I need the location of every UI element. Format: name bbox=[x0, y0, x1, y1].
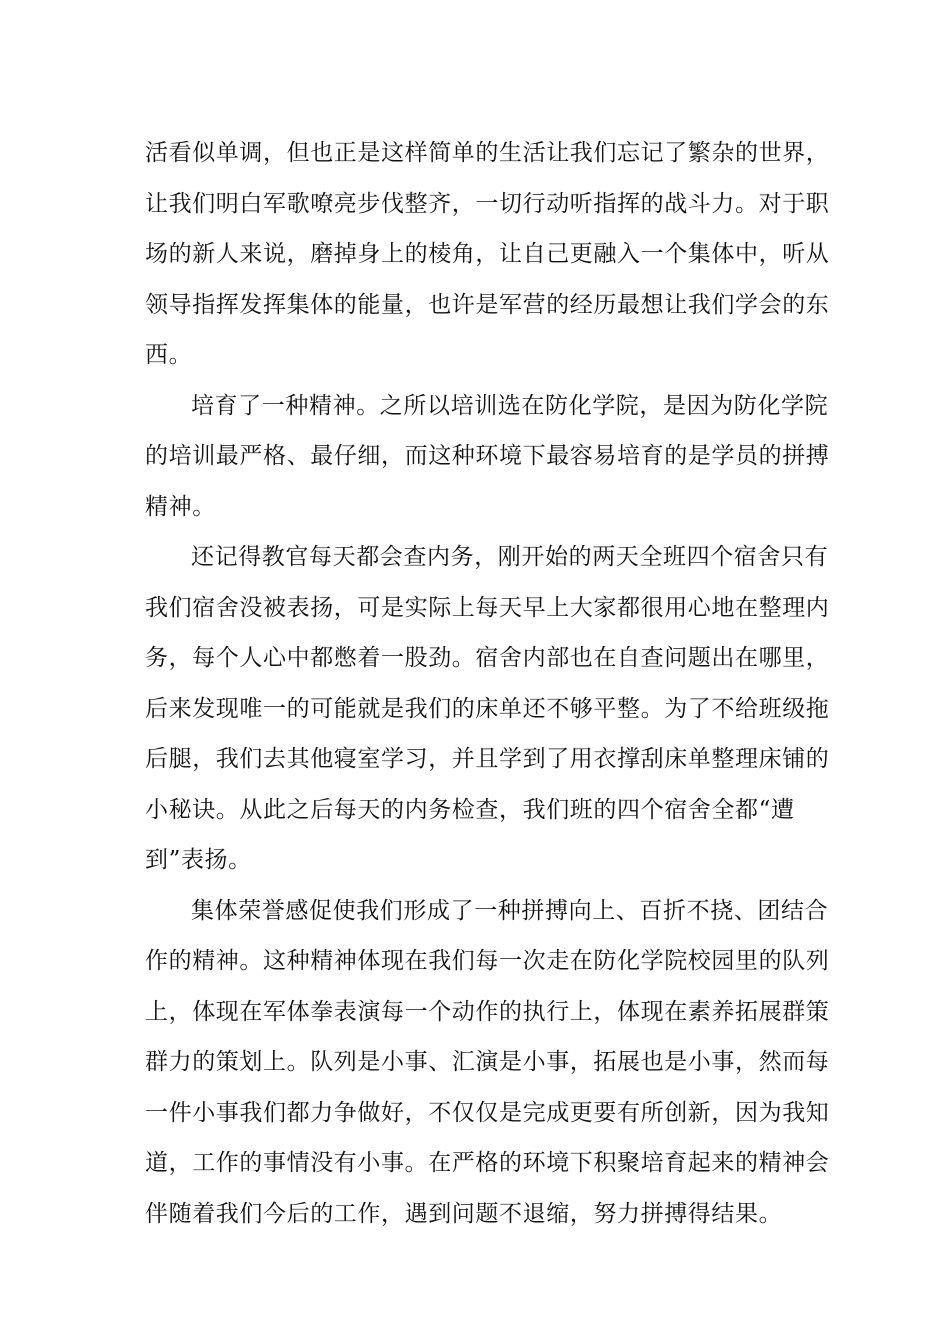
paragraph-first-line: 集体荣誉感促使我们形成了一种拼搏向上、百折不挠、团结合 bbox=[191, 897, 829, 924]
text-line: 作的精神。这种精神体现在我们每一次走在防化学院校园里的队列 bbox=[145, 948, 830, 974]
text-line: 领导指挥发挥集体的能量，也许是军营的经历最想让我们学会的东 bbox=[145, 291, 830, 318]
text-line: 到”表扬。 bbox=[145, 847, 252, 873]
text-line: 上，体现在军体拳表演每一个动作的执行上，体现在素养拓展群策 bbox=[145, 998, 830, 1025]
text-line: 后来发现唯一的可能就是我们的床单还不够平整。为了不给班级拖 bbox=[145, 695, 830, 722]
text-line: 场的新人来说，磨掉身上的棱角，让自己更融入一个集体中，听从 bbox=[145, 241, 830, 267]
text-line: 的培训最严格、最仔细，而这种环境下最容易培育的是学员的拼搏 bbox=[145, 443, 830, 469]
text-line: 道，工作的事情没有小事。在严格的环境下积聚培育起来的精神会 bbox=[145, 1150, 830, 1176]
text-line: 活看似单调，但也正是这样简单的生活让我们忘记了繁杂的世界， bbox=[145, 140, 830, 166]
document-body bbox=[145, 128, 830, 1239]
text-line: 让我们明白军歌嘹亮步伐整齐，一切行动听指挥的战斗力。对于职 bbox=[145, 190, 830, 217]
text-line: 我们宿舍没被表扬，可是实际上每天早上大家都很用心地在整理内 bbox=[145, 594, 830, 621]
paragraph-first-line: 还记得教官每天都会查内务，刚开始的两天全班四个宿舍只有 bbox=[191, 544, 829, 570]
paragraph-first-line: 培育了一种精神。之所以培训选在防化学院，是因为防化学院 bbox=[191, 392, 829, 419]
text-line: 一件小事我们都力争做好，不仅仅是完成更要有所创新，因为我知 bbox=[145, 1099, 830, 1126]
text-line: 西。 bbox=[145, 342, 193, 368]
text-line: 群力的策划上。队列是小事、汇演是小事，拓展也是小事，然而每 bbox=[145, 1049, 830, 1075]
text-line: 伴随着我们今后的工作，遇到问题不退缩，努力拼搏得结果。 bbox=[145, 1200, 783, 1227]
text-line: 精神。 bbox=[145, 493, 216, 520]
text-line: 务，每个人心中都憋着一股劲。宿舍内部也在自查问题出在哪里， bbox=[145, 645, 830, 671]
text-line: 小秘诀。从此之后每天的内务检查，我们班的四个宿舍全都“遭 bbox=[145, 796, 795, 823]
text-line: 后腿，我们去其他寝室学习，并且学到了用衣撑刮床单整理床铺的 bbox=[145, 746, 830, 772]
